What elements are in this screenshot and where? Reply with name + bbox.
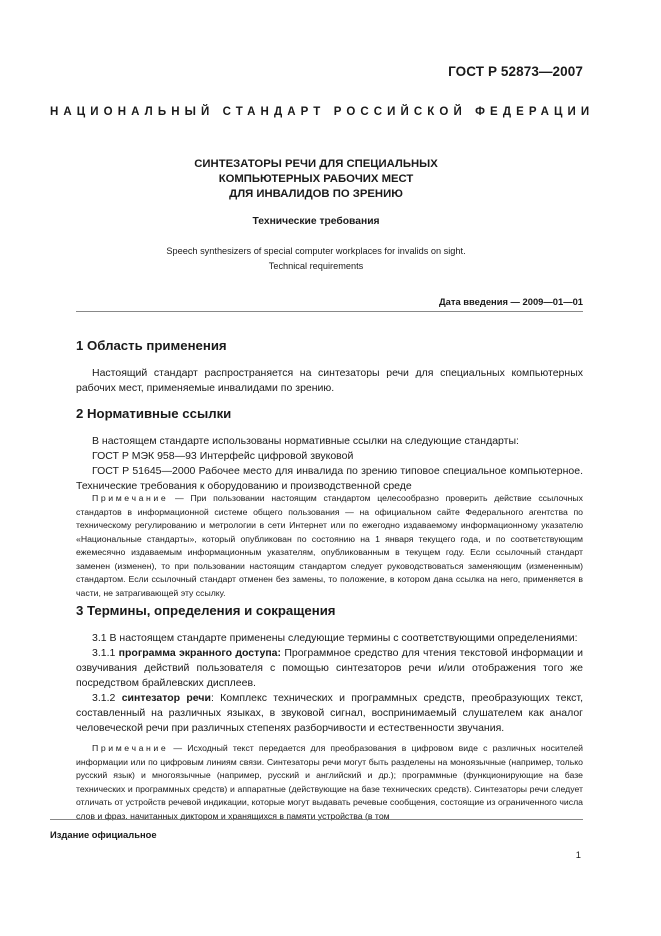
term-speech-synthesizer: синтезатор речи xyxy=(121,692,211,704)
clause-3-1-1-text: Программное средство для чтения текстовой информации и озвучивания действий пользователя с помощью синтезаторов речи и/или отображения того же посредством брайлевских дисплеев. xyxy=(76,647,584,689)
note-text: — При пользовании настоящим стандартом целесообразно проверить действие ссылочных стандартов в информационной системе общего пользования — на официальном сайте Федерального агентства по техническому регулированию и метрологии в сети Интернет или по ежегодно издаваемому информационному указателю «Национальные стандарты», который опубликован по состоянию на 1 января текущего года, и по соответствующим ежемесячно издаваемым информационным указателям, опубликованным в текущем году. Если ссылочный стандарт заменен (изменен), то при пользовании настоящим стандартом следует руководствоваться заменяющим (измененным) стандартом. Если ссылочный стандарт отменен без замены, то положение, в котором дана ссылка на него, применяется в части, не затрагивающей эту ссылку. xyxy=(76,493,583,598)
reference-1: ГОСТ Р МЭК 958—93 Интерфейс цифровой звуковой xyxy=(92,450,354,462)
document-subtitle: Технические требования xyxy=(252,216,380,227)
reference-2: ГОСТ Р 51645—2000 Рабочее место для инвалида по зрению типовое специальное компьютерное. Технические требования к оборудованию и производственной среде xyxy=(76,465,583,492)
document-code: ГОСТ Р 52873—2007 xyxy=(448,64,583,79)
national-standard-line: НАЦИОНАЛЬНЫЙ СТАНДАРТ РОССИЙСКОЙ ФЕДЕРАЦИИ xyxy=(50,106,595,118)
document-title xyxy=(50,157,582,202)
footer-divider xyxy=(50,819,583,820)
title-line-3: ДЛЯ ИНВАЛИДОВ ПО ЗРЕНИЮ xyxy=(229,188,403,200)
introduction-date: Дата введения — 2009—01—01 xyxy=(438,296,583,307)
english-title-line-1: Speech synthesizers of special computer workplaces for invalids on sight. xyxy=(166,246,466,256)
clause-3-1: 3.1 В настоящем стандарте применены следующие термины с соответствующими определениями: xyxy=(92,632,578,644)
clause-3-1-2 xyxy=(76,691,583,736)
title-line-2: КОМПЬЮТЕРНЫХ РАБОЧИХ МЕСТ xyxy=(218,173,414,185)
english-title xyxy=(50,244,582,274)
section-2-body xyxy=(76,434,583,494)
term-screen-access-program: программа экранного доступа: xyxy=(118,647,282,659)
clause-3-1-1-number: 3.1.1 xyxy=(92,647,119,659)
clause-3-1-1 xyxy=(76,646,583,691)
note-label: Примечание xyxy=(92,493,169,503)
section-2-note xyxy=(76,492,583,600)
clause-3-1-2-number: 3.1.2 xyxy=(92,692,122,704)
section-3-note xyxy=(76,742,583,823)
section-2-intro: В настоящем стандарте использованы нормативные ссылки на следующие стандарты: xyxy=(92,435,519,447)
page-number: 1 xyxy=(575,849,581,860)
official-edition-label: Издание официальное xyxy=(50,829,157,840)
section-1-text: Настоящий стандарт распространяется на синтезаторы речи для специальных компьютерных рабочих мест, применяемые инвалидами по зрению. xyxy=(76,367,583,394)
section-2-heading: 2 Нормативные ссылки xyxy=(76,406,232,421)
note-text: — Исходный текст передается для преобразования в цифровом виде с различных носителей информации или по цифровым линиям связи. Синтезаторы речи могут быть разделены на моноязычные (например, только русский язык) и многоязычные (например, русский и английский и др.); программные (функционирующие на базе технических и программных средств) и аппаратные (действующие на базе технических средств). Синтезаторы речи следует отличать от устройств речевой индикации, которые могут выдавать речевые сообщения, состоящие из ограниченного числа слов и фраз, начитанных диктором и хранящихся в памяти устройства (в том xyxy=(76,743,583,821)
section-1-heading: 1 Область применения xyxy=(76,338,227,353)
section-3-heading: 3 Термины, определения и сокращения xyxy=(76,603,336,618)
english-title-line-2: Technical requirements xyxy=(268,261,364,271)
title-line-1: СИНТЕЗАТОРЫ РЕЧИ ДЛЯ СПЕЦИАЛЬНЫХ xyxy=(194,158,438,170)
divider xyxy=(76,311,583,312)
clause-3-1-2-text: : Комплекс технических и программных средств, преобразующих текст, составленный на различных языках, в звуковой сигнал, воспринимаемый слушателем как аналог человеческой речи при различных степенях разборчивости и естественности звучания. xyxy=(76,692,583,734)
section-1-paragraph xyxy=(76,366,583,396)
note-label: Примечание xyxy=(92,743,169,753)
section-3-body xyxy=(76,631,583,736)
